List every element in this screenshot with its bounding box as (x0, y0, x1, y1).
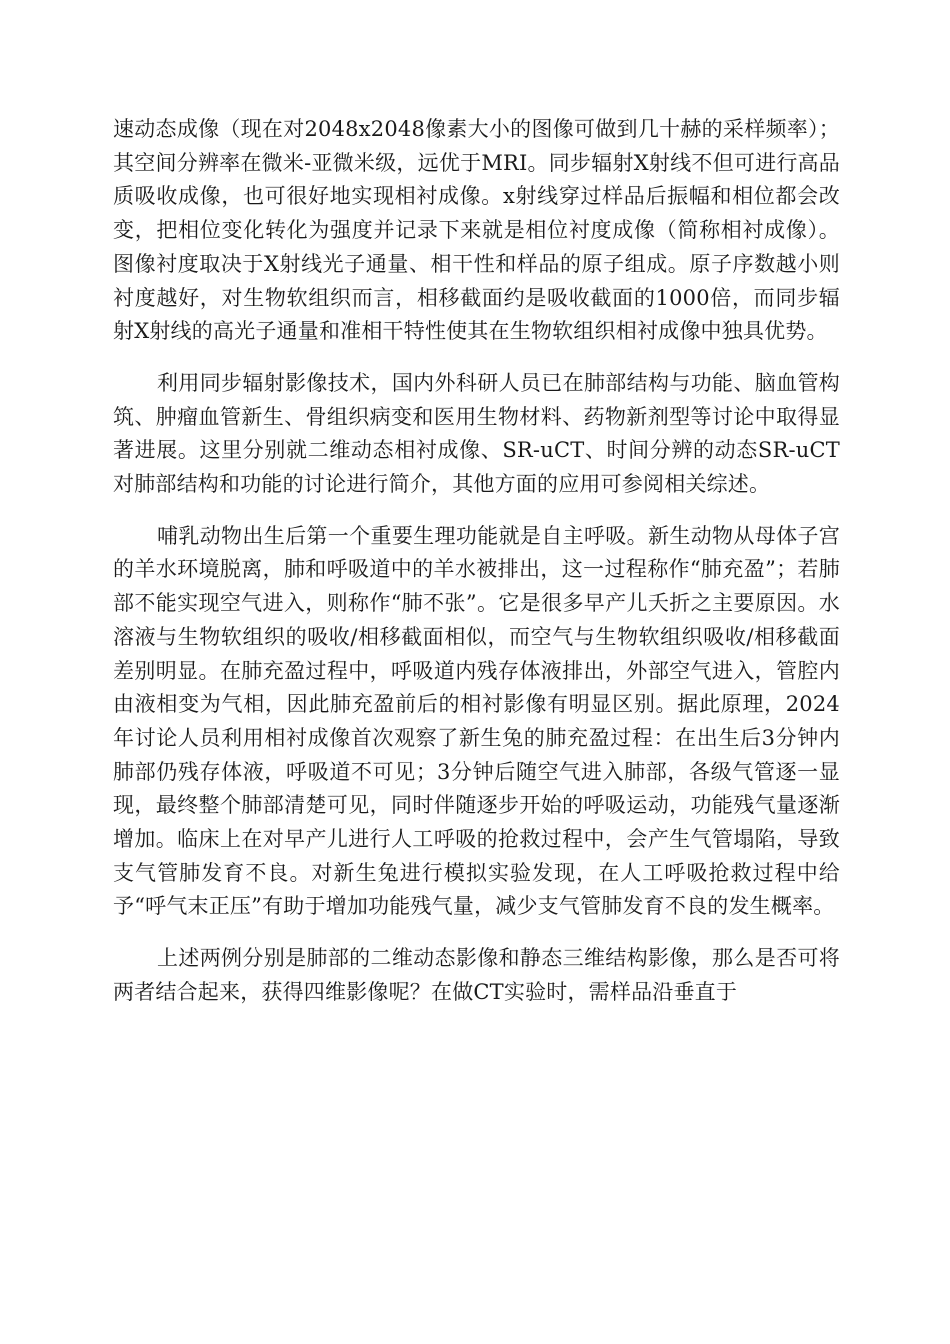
body-text (113, 113, 840, 1028)
paragraph-1: 速动态成像（现在对2048x2048像素大小的图像可做到几十赫的采样频率）；其空间分辨率在微米-亚微米级，远优于MRI。同步辐射X射线不但可进行高品质吸收成像，也可很好地实现相衬成像。x射线穿过样品后振幅和相位都会改变，把相位变化转化为强度并记录下来就是相位衬度成像（简称相衬成像）。图像衬度取决于X射线光子通量、相干性和样品的原子组成。原子序数越小则衬度越好，对生物软组织而言，相移截面约是吸收截面的1000倍，而同步辐射X射线的高光子通量和准相干特性使其在生物软组织相衬成像中独具优势。 (113, 117, 840, 344)
paragraph-2: 利用同步辐射影像技术，国内外科研人员已在肺部结构与功能、脑血管构筑、肿瘤血管新生、骨组织病变和医用生物材料、药物新剂型等讨论中取得显著进展。这里分别就二维动态相衬成像、SR-uCT、时间分辨的动态SR-uCT对肺部结构和功能的讨论进行简介，其他方面的应用可参阅相关综述。 (113, 370, 840, 497)
paragraph-3: 哺乳动物出生后第一个重要生理功能就是自主呼吸。新生动物从母体子宫的羊水环境脱离，肺和呼吸道中的羊水被排出，这一过程称作“肺充盈”；若肺部不能实现空气进入，则称作“肺不张”。它是很多早产儿夭折之主要原因。水溶液与生物软组织的吸收/相移截面相似，而空气与生物软组织吸收/相移截面差别明显。在肺充盈过程中，呼吸道内残存体液排出，外部空气进入，管腔内由液相变为气相，因此肺充盈前后的相衬影像有明显区别。据此原理，2024年讨论人员利用相衬成像首次观察了新生兔的肺充盈过程：在出生后3分钟内肺部仍残存体液，呼吸道不可见；3分钟后随空气进入肺部，各级气管逐一显现，最终整个肺部清楚可见，同时伴随逐步开始的呼吸运动，功能残气量逐渐增加。临床上在对早产儿进行人工呼吸的抢救过程中，会产生气管塌陷，导致支气管肺发育不良。对新生兔进行模拟实验发现，在人工呼吸抢救过程中给予“呼气末正压”有助于增加功能残气量，减少支气管肺发育不良的发生概率。 (113, 523, 840, 919)
paragraph-4: 上述两例分别是肺部的二维动态影像和静态三维结构影像，那么是否可将两者结合起来，获得四维影像呢？在做CT实验时，需样品沿垂直于 (113, 946, 840, 1004)
